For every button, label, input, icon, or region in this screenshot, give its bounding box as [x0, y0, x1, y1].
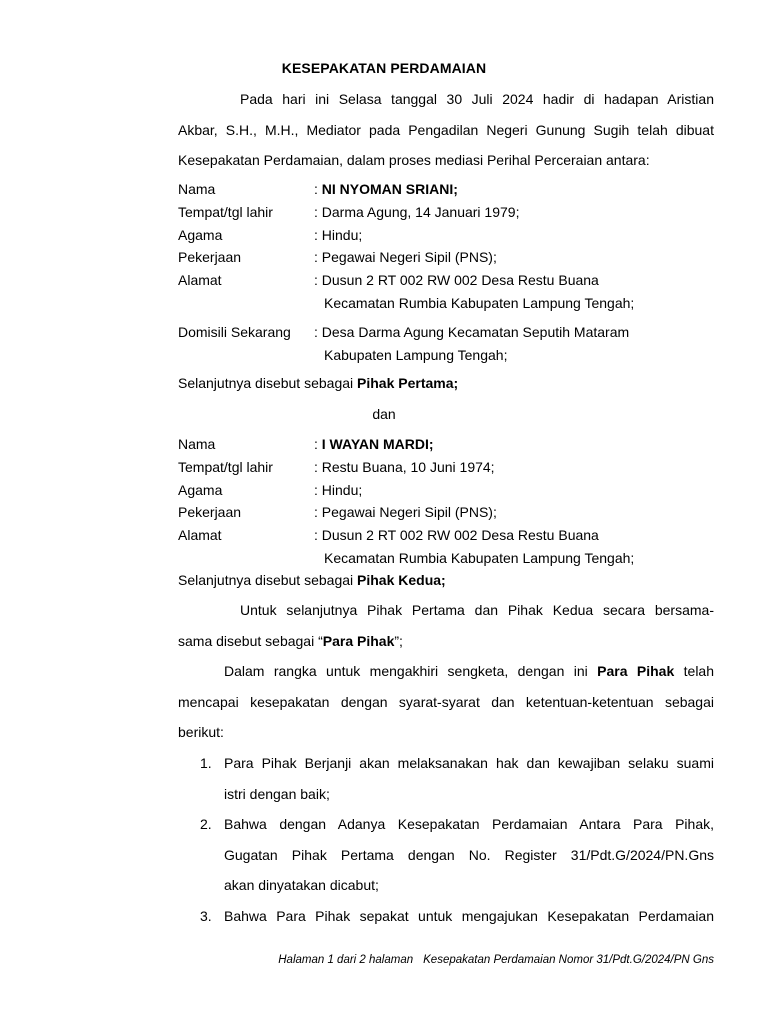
paragraph-line: berikut:: [178, 724, 224, 740]
party1-reference: Selanjutnya disebut sebagai Pihak Pertama;: [178, 375, 459, 391]
para-pihak-term: Para Pihak: [322, 632, 395, 649]
field-value-continued: Kabupaten Lampung Tengah;: [324, 346, 508, 363]
party2-alamat-cont-row: [178, 547, 718, 570]
list-item: [178, 748, 714, 809]
list-item-line: Bahwa dengan Adanya Kesepakatan Perdamaian Antara Para Pihak,: [224, 816, 714, 832]
party2-reference: Selanjutnya disebut sebagai Pihak Kedua;: [178, 572, 446, 588]
list-item-line: akan dinyatakan dicabut;: [224, 877, 379, 893]
field-label: Nama: [178, 436, 216, 452]
party1-name: NI NYOMAN SRIANI;: [321, 181, 458, 197]
paragraph-line: Untuk selanjutnya Pihak Pertama dan Pihak Kedua secara bersama-: [240, 602, 714, 618]
document-title: KESEPAKATAN PERDAMAIAN: [281, 60, 487, 76]
connector-dan: dan: [372, 406, 396, 422]
party2-ttl-row: [178, 456, 718, 479]
intro-line: Akbar, S.H., M.H., Mediator pada Pengadilan Negeri Gunung Sugih telah dibuat: [178, 121, 714, 138]
field-value: : Desa Darma Agung Kecamatan Seputih Mataram: [314, 324, 630, 340]
paragraph-line: Dalam rangka untuk mengakhiri sengketa, dengan ini Para Pihak telah: [224, 663, 714, 679]
party1-alamat-row: [178, 269, 718, 292]
field-value: : Pegawai Negeri Sipil (PNS);: [314, 504, 497, 521]
party1-pekerjaan-row: [178, 246, 718, 269]
party1-nama-row: [178, 178, 718, 201]
field-label: Tempat/tgl lahir: [178, 458, 273, 475]
field-label: Pekerjaan: [178, 249, 242, 266]
list-item-line: Gugatan Pihak Pertama dengan No. Register 31/Pdt.G/2024/PN.Gns: [224, 846, 714, 863]
party2-alamat-row: [178, 524, 718, 547]
party1-ttl-row: [178, 201, 718, 224]
field-label: Alamat: [178, 527, 222, 544]
field-value: : Darma Agung, 14 Januari 1979;: [314, 203, 520, 220]
footer-document-reference: Kesepakatan Perdamaian Nomor 31/Pdt.G/2024/PN Gns: [423, 954, 714, 966]
party2-pekerjaan-row: [178, 501, 718, 524]
list-number: 3.: [200, 907, 212, 924]
pihak-kedua-label: Pihak Kedua;: [357, 572, 446, 588]
page-footer: [278, 954, 714, 966]
field-value: : NI NYOMAN SRIANI;: [314, 181, 458, 197]
field-value: : Pegawai Negeri Sipil (PNS);: [314, 249, 497, 266]
intro-line: Kesepakatan Perdamaian, dalam proses mediasi Perihal Perceraian antara:: [178, 152, 650, 168]
party1-domisili-row: [178, 321, 718, 344]
field-label: Agama: [178, 481, 223, 498]
party1-identity: [178, 178, 718, 315]
field-value: : Dusun 2 RT 002 RW 002 Desa Restu Buana: [314, 527, 599, 544]
party1-domisili-cont-row: [178, 344, 718, 367]
para-pihak-paragraph: [178, 595, 714, 656]
field-label: Alamat: [178, 272, 222, 289]
field-value: : Restu Buana, 10 Juni 1974;: [314, 458, 495, 475]
list-item: [178, 809, 714, 901]
paragraph-line: sama disebut sebagai “Para Pihak”;: [178, 632, 403, 649]
party1-alamat-cont-row: [178, 292, 718, 315]
field-value-continued: Kecamatan Rumbia Kabupaten Lampung Tengah;: [324, 294, 635, 311]
party2-name: I WAYAN MARDI;: [321, 436, 434, 452]
field-label: Agama: [178, 226, 223, 243]
rangka-paragraph: [178, 656, 714, 748]
field-label: Domisili Sekarang: [178, 324, 291, 340]
list-number: 1.: [200, 755, 212, 771]
party2-agama-row: [178, 479, 718, 502]
intro-paragraph: [178, 84, 714, 176]
field-value-continued: Kecamatan Rumbia Kabupaten Lampung Tengah;: [324, 549, 635, 566]
paragraph-line: mencapai kesepakatan dengan syarat-syarat dan ketentuan-ketentuan sebagai: [178, 693, 714, 710]
party2-identity: [178, 433, 718, 570]
intro-line: Pada hari ini Selasa tanggal 30 Juli 2024 hadir di hadapan Aristian: [240, 91, 714, 107]
party2-nama-row: [178, 433, 718, 456]
list-item-line: Bahwa Para Pihak sepakat untuk mengajukan Kesepakatan Perdamaian: [224, 907, 714, 924]
field-label: Tempat/tgl lahir: [178, 203, 273, 220]
para-pihak-term: Para Pihak: [597, 663, 675, 679]
field-value: : Dusun 2 RT 002 RW 002 Desa Restu Buana: [314, 272, 599, 289]
party1-domisili: [178, 321, 718, 367]
list-item-line: Para Pihak Berjanji akan melaksanakan hak dan kewajiban selaku suami: [224, 755, 714, 771]
field-label: Pekerjaan: [178, 504, 242, 521]
field-value: : I WAYAN MARDI;: [314, 436, 434, 452]
party1-agama-row: [178, 224, 718, 247]
list-number: 2.: [200, 816, 212, 832]
field-label: Nama: [178, 181, 216, 197]
list-item-line: istri dengan baik;: [224, 785, 330, 802]
pihak-pertama-label: Pihak Pertama;: [357, 375, 459, 391]
field-value: : Hindu;: [314, 226, 363, 243]
terms-list: [178, 748, 714, 931]
footer-page-number: Halaman 1 dari 2 halaman: [278, 954, 414, 966]
field-value: : Hindu;: [314, 481, 363, 498]
list-item: [178, 901, 714, 932]
